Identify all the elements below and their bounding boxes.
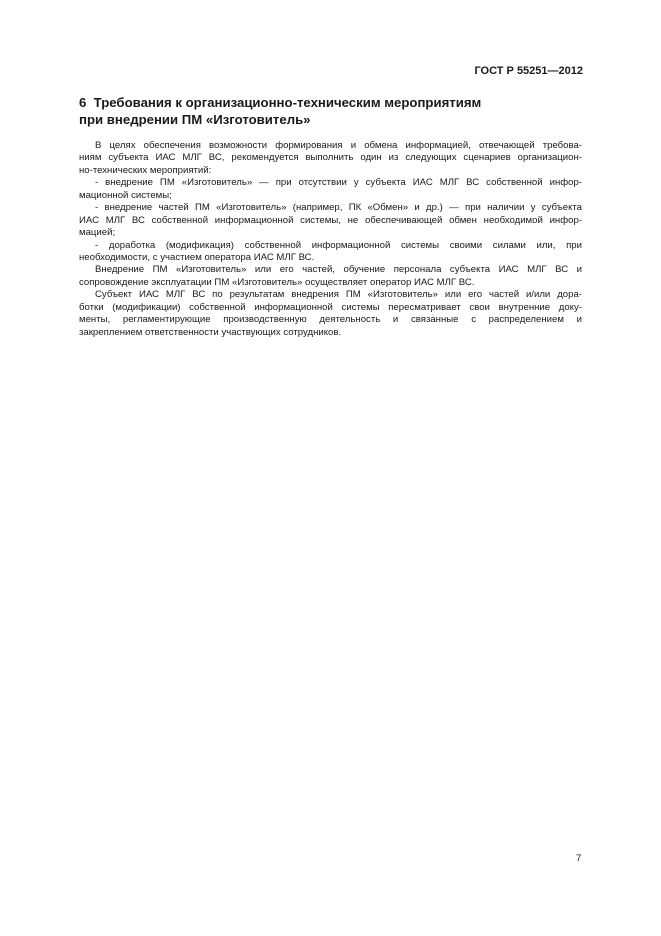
paragraph-line: менты, регламентирующие производственную деятельность и связанные с распределением и <box>79 314 582 326</box>
list-item-line: мационной системы; <box>79 189 172 201</box>
list-item-line: ИАС МЛГ ВС собственной информационной системы, не обеспечивающей обмен необходимой инфор- <box>79 214 582 226</box>
paragraph-line: ботки (модификации) собственной информационной системы пересматривает свои внутренние доку- <box>79 301 582 313</box>
paragraph-line: сопровождение эксплуатации ПМ «Изготовитель» осуществляет оператор ИАС МЛГ ВС. <box>79 276 475 288</box>
paragraph-line: но-технических мероприятий: <box>79 164 212 176</box>
page-number: 7 <box>576 853 582 864</box>
list-item-line: мацией; <box>79 227 116 239</box>
list-item-line: необходимости, с участием оператора ИАС МЛГ ВС. <box>79 251 315 263</box>
list-item-line: - внедрение ПМ «Изготовитель» — при отсутствии у субъекта ИАС МЛГ ВС собственной инфор- <box>95 177 582 189</box>
paragraph-line: закреплением ответственности участвующих сотрудников. <box>79 326 342 338</box>
list-item-line: - доработка (модификация) собственной информационной системы своими силами или, при <box>95 239 582 251</box>
paragraph-line: Субъект ИАС МЛГ ВС по результатам внедрения ПМ «Изготовитель» или его частей и/или дора- <box>95 289 582 301</box>
paragraph-line: В целях обеспечения возможности формирования и обмена информацией, отвечающей требова- <box>95 140 582 151</box>
section-title-line-1: 6 Требования к организационно-техническим мероприятиям <box>79 95 482 110</box>
list-item-line: - внедрение частей ПМ «Изготовитель» (например, ПК «Обмен» и др.) — при наличии у субъекта <box>95 202 582 214</box>
document-standard-number: ГОСТ Р 55251—2012 <box>474 65 583 77</box>
section-title-line-2: при внедрении ПМ «Изготовитель» <box>79 112 311 127</box>
paragraph-line: Внедрение ПМ «Изготовитель» или его частей, обучение персонала субъекта ИАС МЛГ ВС и <box>95 264 582 276</box>
paragraph-line: ниям субъекта ИАС МЛГ ВС, рекомендуется выполнить один из следующих сценариев организацион- <box>79 152 582 164</box>
section-body <box>79 140 582 339</box>
section-title <box>79 94 481 128</box>
